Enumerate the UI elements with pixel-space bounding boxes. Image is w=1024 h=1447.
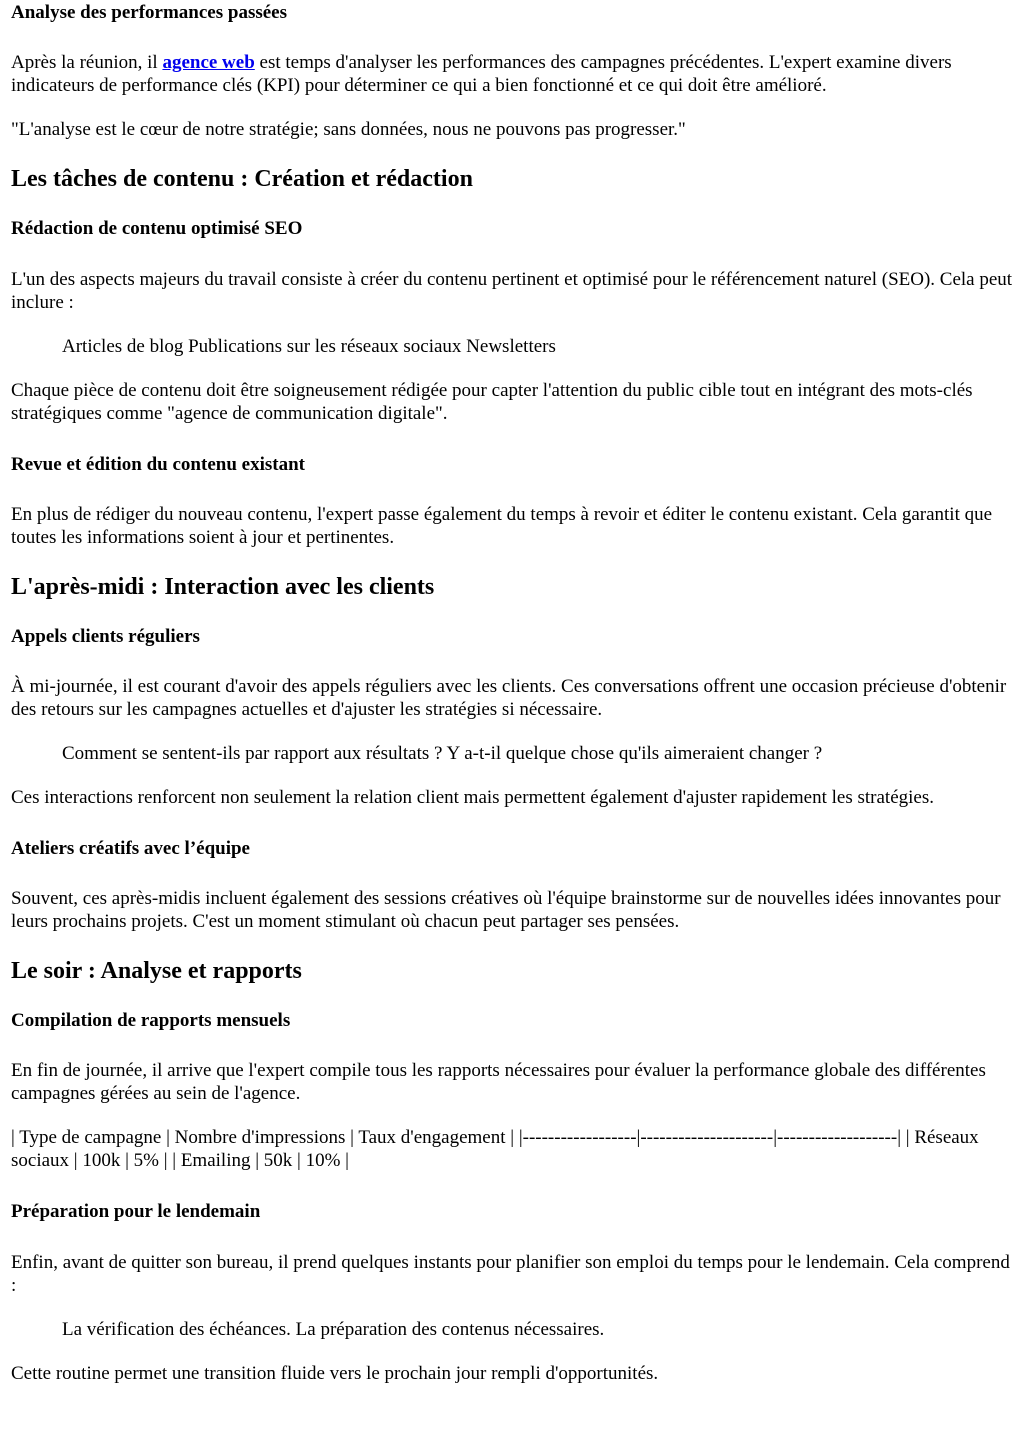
- heading-apresmidi: L'après-midi : Interaction avec les clients: [11, 574, 435, 600]
- paragraph-revue: En plus de rédiger du nouveau contenu, l'expert passe également du temps à revoir et éditer le contenu existant. Cela garantit que toutes les informations soient à jour et pertinentes.: [11, 504, 993, 548]
- quote-preparation: La vérification des échéances. La préparation des contenus nécessaires.: [62, 1319, 605, 1340]
- table-text: | Type de campagne | Nombre d'impressions | Taux d'engagement | |------------------|---------------------|-------------------| | Réseaux sociaux | 100k | 5% | | Emailing | 50k | 10% |: [11, 1127, 979, 1171]
- subheading-rapports: Compilation de rapports mensuels: [11, 1010, 291, 1031]
- paragraph-preparation: Enfin, avant de quitter son bureau, il prend quelques instants pour planifier son emploi du temps pour le lendemain. Cela comprend :: [11, 1252, 1010, 1296]
- paragraph-rapports: En fin de journée, il arrive que l'expert compile tous les rapports nécessaires pour évaluer la performance globale des différentes campagnes gérées au sein de l'agence.: [11, 1060, 986, 1104]
- heading-analyse: Analyse des performances passées: [11, 2, 288, 23]
- paragraph-content-quality: Chaque pièce de contenu doit être soigneusement rédigée pour capter l'attention du public cible tout en intégrant des mots-clés stratégiques comme "agence de communication digitale".: [11, 380, 973, 424]
- list-content-types: Articles de blog Publications sur les réseaux sociaux Newsletters: [62, 336, 556, 357]
- paragraph-interactions: Ces interactions renforcent non seulement la relation client mais permettent également d'ajuster rapidement les stratégies.: [11, 787, 935, 808]
- subheading-preparation: Préparation pour le lendemain: [11, 1201, 261, 1222]
- subheading-ateliers: Ateliers créatifs avec l’équipe: [11, 838, 250, 859]
- paragraph-analyse-start: Après la réunion, il: [11, 52, 163, 73]
- paragraph-appels: À mi-journée, il est courant d'avoir des appels réguliers avec les clients. Ces conversations offrent une occasion précieuse d'obtenir des retours sur les campagnes actuelles et d'ajuster les stratégies si nécessaire.: [11, 676, 1007, 720]
- paragraph-ateliers: Souvent, ces après-midis incluent également des sessions créatives où l'équipe brainstorme sur de nouvelles idées innovantes pour leurs prochains projets. C'est un moment stimulant où chacun peut partager ses pensées.: [11, 888, 1001, 932]
- paragraph-analyse: [11, 51, 1014, 97]
- subheading-revue: Revue et édition du contenu existant: [11, 454, 305, 475]
- quote-analyse: "L'analyse est le cœur de notre stratégie; sans données, nous ne pouvons pas progresser.": [11, 119, 686, 140]
- heading-soir: Le soir : Analyse et rapports: [11, 958, 302, 984]
- paragraph-routine: Cette routine permet une transition fluide vers le prochain jour rempli d'opportunités.: [11, 1363, 659, 1384]
- paragraph-analyse-end: est temps d'analyser les performances des campagnes précédentes. L'expert examine divers indicateurs de performance clés (KPI) pour déterminer ce qui a bien fonctionné et ce qui doit être amélioré.: [11, 52, 952, 96]
- subheading-seo: Rédaction de contenu optimisé SEO: [11, 218, 303, 239]
- quote-appels: Comment se sentent-ils par rapport aux résultats ? Y a-t-il quelque chose qu'ils aimeraient changer ?: [62, 743, 823, 764]
- heading-contenu: Les tâches de contenu : Création et rédaction: [11, 166, 473, 192]
- agence-web-link[interactable]: agence web: [162, 52, 255, 73]
- paragraph-seo: L'un des aspects majeurs du travail consiste à créer du contenu pertinent et optimisé pour le référencement naturel (SEO). Cela peut inclure :: [11, 269, 1013, 313]
- article-body: [0, 1, 1024, 1385]
- subheading-appels: Appels clients réguliers: [11, 626, 200, 647]
